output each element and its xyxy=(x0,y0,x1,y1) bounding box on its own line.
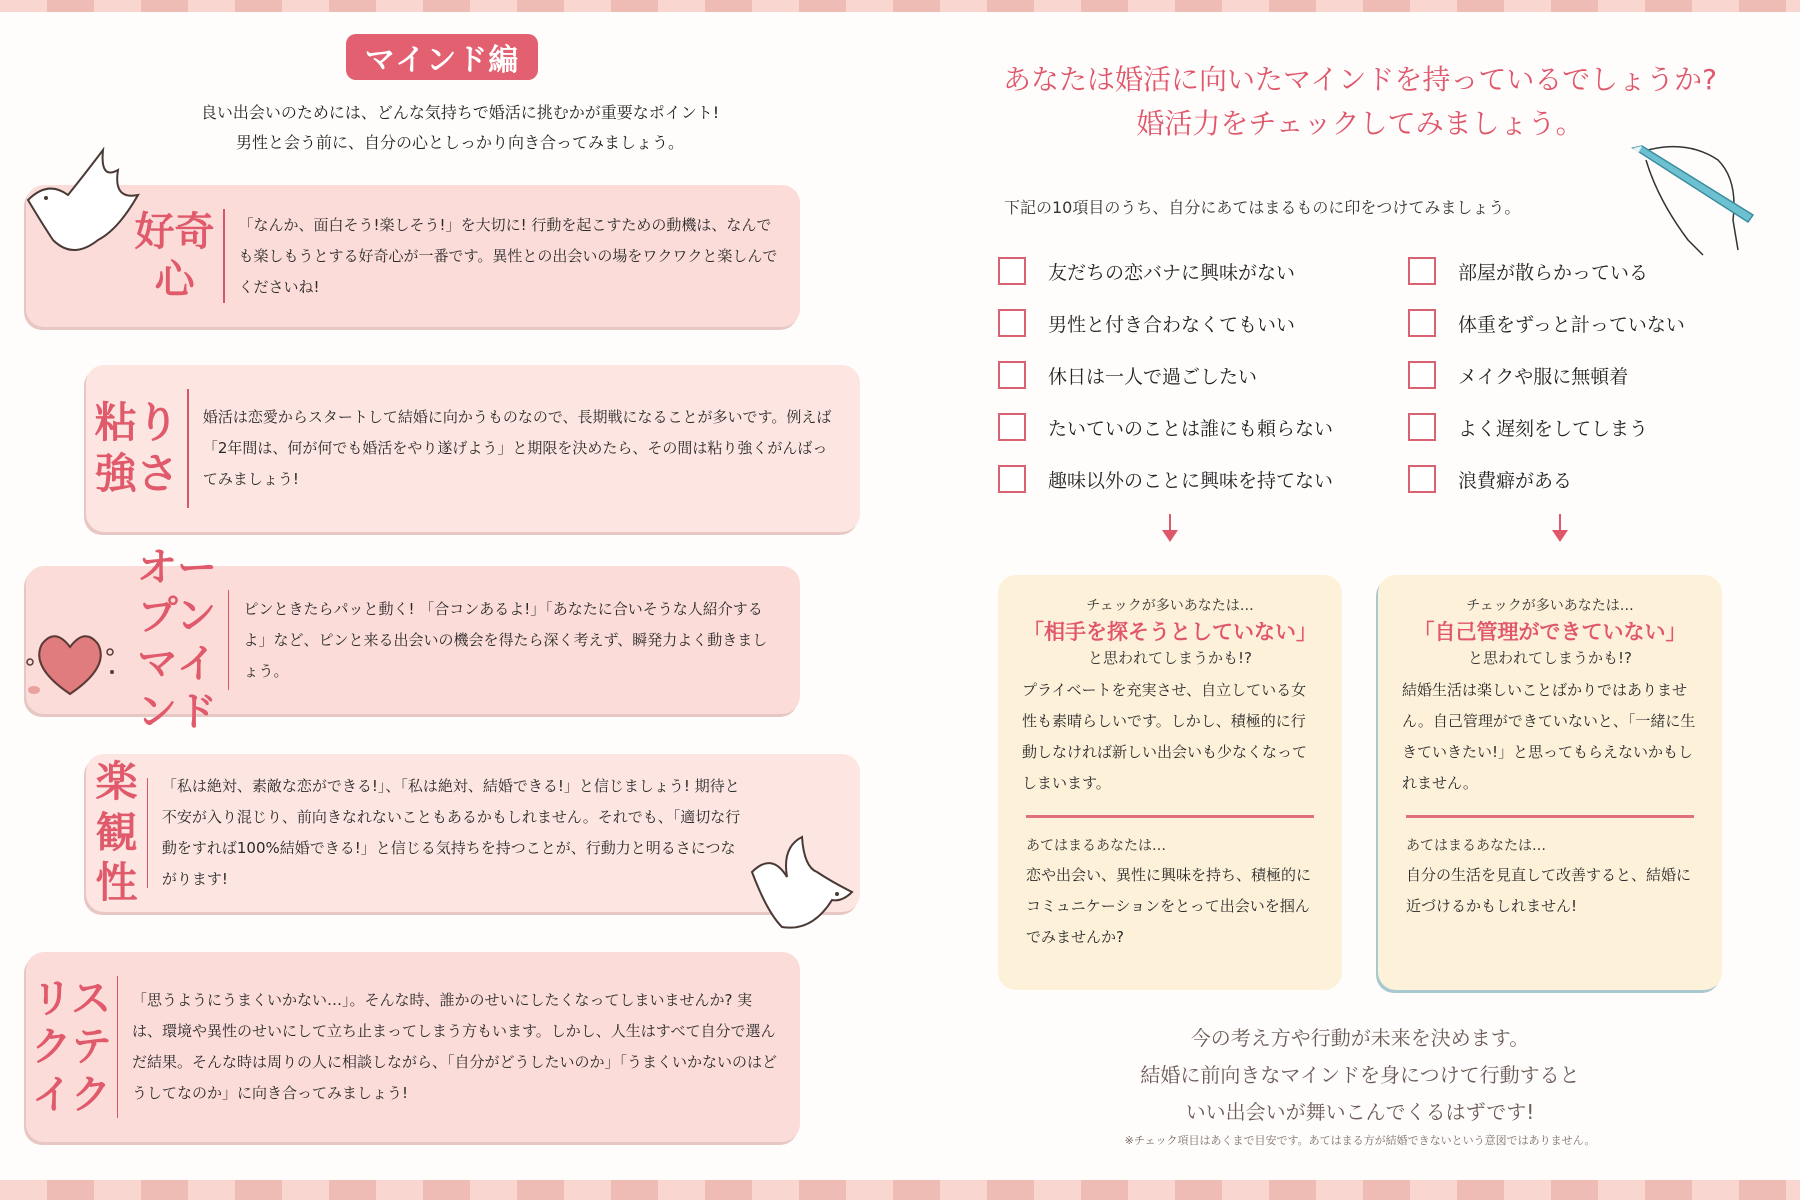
check-label: 男性と付き合わなくてもいい xyxy=(1048,313,1296,336)
footnote: ※チェック項目はあくまで目安です。あてはまる方が結婚できないという意図ではありません。 xyxy=(1124,1134,1596,1147)
checkbox[interactable] xyxy=(1408,465,1436,493)
check-item[interactable] xyxy=(998,453,1378,505)
result-desc: 結婚生活は楽しいことばかりではありません。自己管理ができていないと、「一緒に生きていきたい!」と思ってもらえないかもしれません。 xyxy=(1402,681,1696,792)
closing-line: 今の考え方や行動が未来を決めます。 xyxy=(1190,1026,1530,1050)
mind-card-open-mind xyxy=(26,545,800,735)
check-item[interactable] xyxy=(998,401,1378,453)
card-title: 粘り強さ xyxy=(94,398,179,498)
check-item[interactable] xyxy=(1408,453,1788,505)
check-label: 休日は一人で過ごしたい xyxy=(1048,365,1258,388)
checkbox[interactable] xyxy=(1408,361,1436,389)
result-desc: プライベートを充実させ、自立している女性も素晴らしいです。しかし、積極的に行動しなければ新しい出会いも少なくなってしまいます。 xyxy=(1022,681,1308,792)
check-item[interactable] xyxy=(998,349,1378,401)
checkbox[interactable] xyxy=(998,309,1026,337)
arrow-down-icon xyxy=(1160,514,1180,544)
top-border-stripe xyxy=(0,0,1800,12)
closing-message xyxy=(1060,1020,1660,1131)
intro-line: 良い出会いのためには、どんな気持ちで婚活に挑むかが重要なポイント! xyxy=(200,103,720,122)
result-key: 「相手を探そうとしていない」 xyxy=(1023,620,1317,644)
check-item[interactable] xyxy=(1408,245,1788,297)
check-label: たいていのことは誰にも頼らない xyxy=(1048,417,1334,440)
checklist-column-left xyxy=(998,245,1378,505)
checkbox[interactable] xyxy=(1408,309,1436,337)
mind-card-persistence xyxy=(86,365,860,532)
mind-card-risk-take xyxy=(26,952,800,1142)
card-body: 婚活は恋愛からスタートして結婚に向かうものなので、長期戦になることが多いです。例えば「2年間は、何が何でも婚活をやり遂げよう」と期限を決めたら、その間は粘り強くがんばってみましょう! xyxy=(202,408,832,488)
card-title: 楽観性 xyxy=(95,757,138,908)
checkbox[interactable] xyxy=(998,465,1026,493)
result-after: と思われてしまうかも!? xyxy=(1468,649,1632,667)
card-title: 好奇心 xyxy=(134,209,215,303)
check-label: 体重をずっと計っていない xyxy=(1458,313,1685,336)
closing-line: いい出会いが舞いこんでくるはずです! xyxy=(1185,1100,1535,1124)
dove-icon xyxy=(742,832,862,942)
check-label: 浪費癖がある xyxy=(1458,469,1573,492)
checkbox[interactable] xyxy=(998,361,1026,389)
checklist-column-right xyxy=(1408,245,1788,505)
card-title-line: マインド xyxy=(136,641,217,735)
dove-icon xyxy=(18,140,148,270)
heart-icon xyxy=(20,622,120,702)
check-item[interactable] xyxy=(1408,297,1788,349)
check-item[interactable] xyxy=(1408,349,1788,401)
check-item[interactable] xyxy=(1408,401,1788,453)
arrow-down-icon xyxy=(1550,514,1570,544)
checkbox[interactable] xyxy=(1408,257,1436,285)
card-title: リスクテイク xyxy=(31,976,112,1118)
check-item[interactable] xyxy=(998,297,1378,349)
check-label: 友だちの恋バナに興味がない xyxy=(1048,261,1296,284)
result-card-self-management xyxy=(1378,575,1722,990)
result-card-not-searching xyxy=(998,575,1342,990)
result-sub-lead: あてはまるあなたは… xyxy=(1406,838,1546,854)
card-body: 「なんか、面白そう!楽しそう!」を大切に! 行動を起こすための動機は、なんでも楽しもうとする好奇心が一番です。異性との出会いの場をワクワクと楽しんでくださいね! xyxy=(238,215,778,296)
result-sub-lead: あてはまるあなたは… xyxy=(1026,838,1166,854)
result-lead: チェックが多いあなたは… xyxy=(1086,598,1254,614)
result-lead: チェックが多いあなたは… xyxy=(1466,598,1634,614)
check-label: よく遅刻をしてしまう xyxy=(1458,417,1649,440)
card-body: 「思うようにうまくいかない…」。そんな時、誰かのせいにしたくなってしまいませんか? 実は、環境や異性のせいにして立ち止まってしまう方もいます。しかし、人生はすべて自分で選んだ結果。そんな時は周りの人に相談しながら、「自分がどうしたいのか」「うまくいかないのはどうしてなのか」に向き合ってみましょう! xyxy=(131,991,777,1102)
heading-line: 婚活力をチェックしてみましょう。 xyxy=(1136,107,1584,140)
result-separator xyxy=(1406,815,1694,818)
hand-pen-icon xyxy=(1628,140,1758,260)
heading-line: あなたは婚活に向いたマインドを持っているでしょうか? xyxy=(1002,63,1718,96)
result-sub-desc: 恋や出会い、異性に興味を持ち、積極的にコミュニケーションをとって出会いを掴んでみませんか? xyxy=(1026,866,1312,946)
intro-line: 男性と会う前に、自分の心としっかり向き合ってみましょう。 xyxy=(235,133,684,152)
result-sub-desc: 自分の生活を見直して改善すると、結婚に近づけるかもしれません! xyxy=(1406,866,1692,915)
result-key: 「自己管理ができていない」 xyxy=(1413,620,1687,644)
section-badge: マインド編 xyxy=(346,34,538,80)
check-label: 趣味以外のことに興味を持てない xyxy=(1048,469,1334,492)
checkbox[interactable] xyxy=(998,413,1026,441)
card-title-line: オープン xyxy=(136,545,217,639)
checkbox[interactable] xyxy=(1408,413,1436,441)
check-instruction: 下記の10項目のうち、自分にあてはまるものに印をつけてみましょう。 xyxy=(1004,198,1521,217)
closing-line: 結婚に前向きなマインドを身につけて行動すると xyxy=(1140,1063,1580,1087)
bottom-border-stripe xyxy=(0,1180,1800,1200)
checkbox[interactable] xyxy=(998,257,1026,285)
card-body: 「私は絶対、素敵な恋ができる!」、「私は絶対、結婚できる!」と信じましょう! 期待と不安が入り混じり、前向きなれないこともあるかもしれません。それでも、「適切な行動をすれば100%結婚できる!」と信じる気持ちを持つことが、行動力と明るさにつながります! xyxy=(161,777,741,888)
intro-text xyxy=(120,98,800,158)
check-label: メイクや服に無頓着 xyxy=(1458,365,1629,388)
check-heading xyxy=(960,58,1760,146)
check-item[interactable] xyxy=(998,245,1378,297)
result-separator xyxy=(1026,815,1314,818)
result-after: と思われてしまうかも!? xyxy=(1088,649,1252,667)
card-body: ピンときたらパッと動く! 「合コンあるよ!」「あなたに合いそうな人紹介するよ」など、ピンと来る出会いの機会を得たら深く考えず、瞬発力よく動きましょう。 xyxy=(243,599,768,680)
check-label: 部屋が散らかっている xyxy=(1458,261,1649,284)
